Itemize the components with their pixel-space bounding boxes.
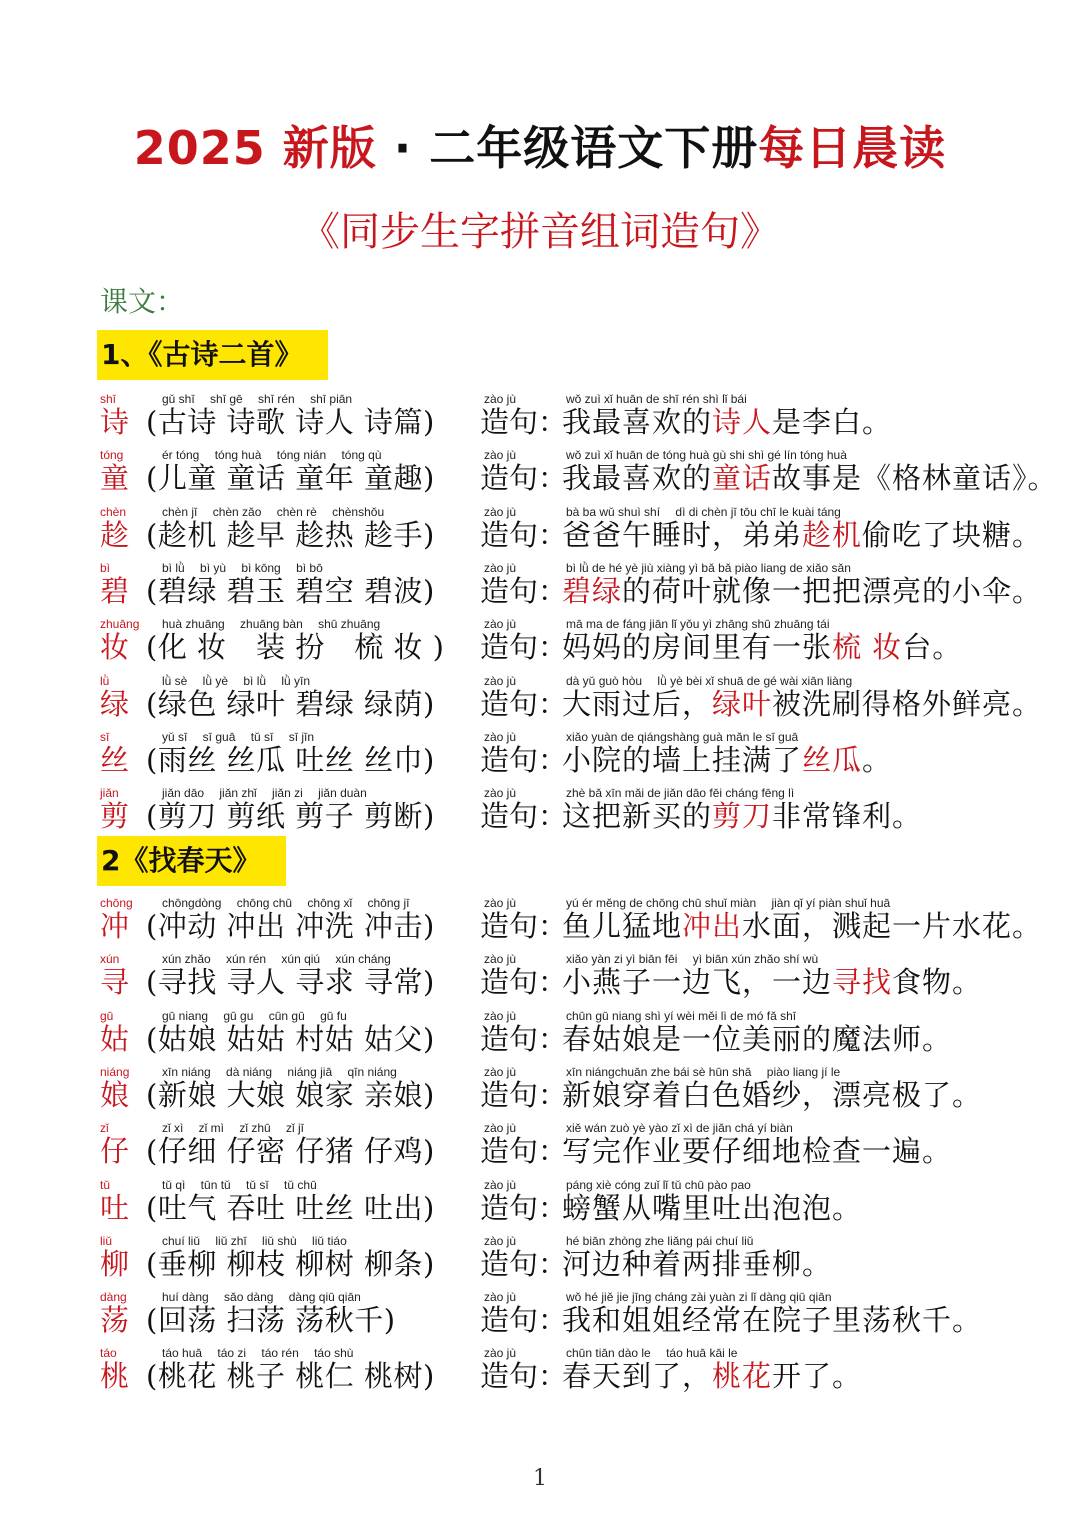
- vocab-words: (绿色 绿叶 碧绿 绿荫): [146, 686, 435, 721]
- zaoju-pinyin: zào jù: [484, 896, 517, 910]
- vocab-row: [0, 1065, 1080, 1121]
- char-pinyin: sī: [100, 729, 110, 744]
- words-pinyin: gǔ shī shī gē shī rén shī piān: [162, 392, 353, 406]
- sentence-pinyin: xiǎo yuàn de qiángshàng guà mǎn le sī guā: [566, 729, 799, 744]
- words-pinyin: chōngdòng chōng chū chōng xǐ chōng jī: [162, 896, 410, 910]
- vocab-char: 趁: [100, 517, 130, 552]
- sentence-pinyin: xiǎo yàn zi yì biān fēi yì biān xún zhǎo shí wù: [566, 952, 819, 967]
- example-sentence: [562, 1190, 862, 1226]
- example-sentence: [562, 517, 1042, 553]
- vocab-words: (吐气 吞吐 吐丝 吐出): [146, 1190, 435, 1225]
- zaoju-pinyin: zào jù: [484, 673, 517, 688]
- zaoju-label: 造句：: [480, 1021, 568, 1056]
- char-pinyin: tǔ: [100, 1177, 111, 1192]
- sentence-text: 这把新买的: [562, 799, 713, 834]
- vocab-char: 寻: [100, 965, 130, 1000]
- words-pinyin: gū niang gū gu cūn gū gū fu: [162, 1008, 347, 1023]
- example-sentence: [562, 629, 962, 665]
- sentence-text: 被洗刷得格外鲜亮。: [772, 686, 1043, 721]
- char-pinyin: xún: [100, 952, 120, 967]
- vocab-words: (趁机 趁早 趁热 趁手): [146, 517, 435, 552]
- vocab-char: 童: [100, 461, 130, 496]
- vocab-words: (碧绿 碧玉 碧空 碧波): [146, 573, 435, 608]
- zaoju-pinyin: zào jù: [484, 1233, 517, 1248]
- zaoju-pinyin: zào jù: [484, 617, 517, 632]
- sentence-text: 。: [862, 742, 893, 777]
- page-subtitle: 《同步生字拼音组词造句》: [300, 209, 780, 255]
- lesson-heading: 1、《古诗二首》: [97, 330, 328, 380]
- sentence-pinyin: zhè bǎ xīn mǎi de jiǎn dāo fēi cháng fēng lì: [566, 786, 795, 801]
- vocab-words: (化 妆 装 扮 梳 妆 ): [146, 630, 445, 665]
- words-pinyin: ér tóng tóng huà tóng nián tóng qù: [162, 448, 382, 463]
- vocab-words: (雨丝 丝瓜 吐丝 丝巾): [146, 742, 435, 777]
- sentence-highlight: 趁机: [802, 517, 863, 552]
- vocab-char: 绿: [100, 686, 130, 721]
- page-number: 1: [533, 1466, 547, 1491]
- sentence-pinyin: dà yǔ guò hòu lǜ yè bèi xǐ shuā de gé wài xiān liàng: [566, 673, 853, 688]
- char-pinyin: chèn: [100, 504, 127, 519]
- vocab-row: [0, 392, 1080, 448]
- sentence-text: 河边种着两排垂柳。: [562, 1246, 833, 1281]
- sentence-text: 偷吃了块糖。: [862, 517, 1043, 552]
- char-pinyin: zhuāng: [100, 617, 140, 632]
- sentence-text: 妈妈的房间里有一张: [562, 630, 833, 665]
- title-dot: ·: [393, 121, 413, 175]
- vocab-words: (仔细 仔密 仔猪 仔鸡): [146, 1134, 435, 1169]
- words-pinyin: zǐ xì zǐ mì zǐ zhū zǐ jī: [162, 1121, 305, 1136]
- sentence-text: 我和姐姐经常在院子里荡秋千。: [562, 1303, 983, 1338]
- zaoju-label: 造句：: [480, 405, 568, 439]
- sentence-pinyin: xīn niángchuān zhe bái sè hūn shā piào liang jí le: [566, 1064, 841, 1079]
- example-sentence: [562, 742, 892, 778]
- vocab-row: [0, 730, 1080, 786]
- vocab-char: 诗: [100, 405, 130, 439]
- zaoju-label: 造句：: [480, 1190, 568, 1225]
- zaoju-label: 造句：: [480, 686, 568, 721]
- vocab-words: (古诗 诗歌 诗人 诗篇): [146, 405, 435, 439]
- title-edition: 新版: [282, 121, 377, 175]
- sentence-text: 我最喜欢的: [562, 405, 713, 439]
- sentence-pinyin: wǒ zuì xǐ huān de shī rén shì lǐ bái: [566, 392, 747, 406]
- words-pinyin: tǔ qì tūn tǔ tǔ sī tǔ chū: [162, 1177, 317, 1192]
- words-pinyin: táo huā táo zi táo rén táo shù: [162, 1346, 354, 1361]
- sentence-highlight: 剪刀: [712, 799, 773, 834]
- zaoju-pinyin: zào jù: [484, 1290, 517, 1305]
- lesson-heading: 2《找春天》: [97, 836, 286, 886]
- vocab-row: [0, 1290, 1080, 1346]
- sentence-text: 新娘穿着白色婚纱，漂亮极了。: [562, 1077, 983, 1112]
- zaoju-pinyin: zào jù: [484, 1346, 517, 1361]
- vocab-row: [0, 1346, 1080, 1402]
- vocab-char: 碧: [100, 573, 130, 608]
- char-pinyin: zǐ: [100, 1121, 109, 1136]
- zaoju-pinyin: zào jù: [484, 392, 517, 406]
- vocab-row: [0, 617, 1080, 673]
- zaoju-pinyin: zào jù: [484, 729, 517, 744]
- zaoju-label: 造句：: [480, 742, 568, 777]
- sentence-text: 小院的墙上挂满了: [562, 742, 803, 777]
- sentence-pinyin: xiě wán zuò yè yào zǐ xì de jiǎn chá yí biàn: [566, 1121, 793, 1136]
- sentence-text: 的荷叶就像一把把漂亮的小伞。: [622, 573, 1043, 608]
- words-pinyin: xīn niáng dà niáng niáng jiā qīn niáng: [162, 1064, 397, 1079]
- words-pinyin: lǜ sè lǜ yè bì lǜ lǜ yīn: [162, 673, 311, 688]
- vocab-char: 荡: [100, 1303, 130, 1338]
- words-pinyin: chuí liǔ liǔ zhī liǔ shù liǔ tiáo: [162, 1233, 347, 1248]
- sentence-pinyin: wǒ zuì xǐ huān de tóng huà gù shi shì gé lín tóng huà: [566, 448, 847, 463]
- zaoju-pinyin: zào jù: [484, 1177, 517, 1192]
- zaoju-label: 造句：: [480, 799, 568, 834]
- vocab-char: 剪: [100, 799, 130, 834]
- sentence-text: 春天到了，: [562, 1359, 713, 1394]
- vocab-row: [0, 1121, 1080, 1177]
- sentence-pinyin: mā ma de fáng jiān lǐ yǒu yì zhāng shū zhuāng tái: [566, 617, 830, 632]
- words-pinyin: huí dàng sǎo dàng dàng qiū qiān: [162, 1290, 361, 1305]
- sentence-text: 我最喜欢的: [562, 461, 713, 496]
- sentence-text: 鱼儿猛地: [562, 909, 683, 943]
- zaoju-label: 造句：: [480, 909, 568, 943]
- vocab-char: 仔: [100, 1134, 130, 1169]
- words-pinyin: bì lǜ bì yù bì kōng bì bō: [162, 560, 323, 575]
- words-pinyin: jiǎn dāo jiǎn zhǐ jiǎn zi jiǎn duàn: [162, 786, 367, 801]
- sentence-highlight: 诗人: [712, 405, 773, 439]
- words-pinyin: xún zhǎo xún rén xún qiú xún cháng: [162, 952, 391, 967]
- section-label: 课文：: [100, 285, 185, 318]
- zaoju-label: 造句：: [480, 1303, 568, 1338]
- vocab-row: [0, 786, 1080, 842]
- char-pinyin: lǜ: [100, 673, 110, 688]
- vocab-row: [0, 1178, 1080, 1234]
- sentence-highlight: 梳 妆: [832, 630, 903, 665]
- vocab-words: (儿童 童话 童年 童趣): [146, 461, 435, 496]
- vocab-words: (新娘 大娘 娘家 亲娘): [146, 1077, 435, 1112]
- example-sentence: [562, 1302, 982, 1338]
- vocab-words: (冲动 冲出 冲洗 冲击): [146, 909, 435, 943]
- zaoju-label: 造句：: [480, 1246, 568, 1281]
- sentence-highlight: 童话: [712, 461, 773, 496]
- vocab-words: (剪刀 剪纸 剪子 剪断): [146, 799, 435, 834]
- vocab-words: (垂柳 柳枝 柳树 柳条): [146, 1246, 435, 1281]
- example-sentence: [562, 686, 1042, 722]
- sentence-highlight: 桃花: [712, 1359, 773, 1394]
- vocab-char: 姑: [100, 1021, 130, 1056]
- vocab-char: 娘: [100, 1077, 130, 1112]
- sentence-highlight: 寻找: [832, 965, 893, 1000]
- sentence-text: 故事是《格林童话》。: [772, 461, 1058, 496]
- zaoju-pinyin: zào jù: [484, 448, 517, 463]
- zaoju-pinyin: zào jù: [484, 504, 517, 519]
- vocab-char: 冲: [100, 909, 130, 943]
- vocab-row: [0, 505, 1080, 561]
- title-middle: 二年级语文下册: [429, 121, 759, 175]
- sentence-text: 螃蟹从嘴里吐出泡泡。: [562, 1190, 863, 1225]
- sentence-highlight: 绿叶: [712, 686, 773, 721]
- sentence-text: 是李白。: [772, 405, 893, 439]
- char-pinyin: dàng: [100, 1290, 127, 1305]
- example-sentence: [562, 573, 1042, 609]
- sentence-pinyin: chūn tiān dào le táo huā kāi le: [566, 1346, 738, 1361]
- zaoju-pinyin: zào jù: [484, 786, 517, 801]
- sentence-text: 写完作业要仔细地检查一遍。: [562, 1134, 953, 1169]
- zaoju-label: 造句：: [480, 1134, 568, 1169]
- vocab-words: (桃花 桃子 桃仁 桃树): [146, 1359, 435, 1394]
- words-pinyin: chèn jī chèn zǎo chèn rè chènshǒu: [162, 504, 385, 519]
- sentence-text: 春姑娘是一位美丽的魔法师。: [562, 1021, 953, 1056]
- zaoju-pinyin: zào jù: [484, 1008, 517, 1023]
- sentence-text: 开了。: [772, 1359, 863, 1394]
- sentence-text: 小燕子一边飞，一边: [562, 965, 833, 1000]
- sentence-text: 非常锋利。: [772, 799, 923, 834]
- example-sentence: [562, 460, 1058, 496]
- words-pinyin: huà zhuāng zhuāng bàn shū zhuāng: [162, 617, 381, 632]
- zaoju-label: 造句：: [480, 1359, 568, 1394]
- example-sentence: [562, 1021, 952, 1057]
- zaoju-label: 造句：: [480, 630, 568, 665]
- example-sentence: [562, 1358, 862, 1394]
- zaoju-pinyin: zào jù: [484, 1064, 517, 1079]
- vocab-row: [0, 1009, 1080, 1065]
- vocab-char: 柳: [100, 1246, 130, 1281]
- zaoju-pinyin: zào jù: [484, 952, 517, 967]
- example-sentence: [562, 1246, 832, 1282]
- char-pinyin: táo: [100, 1346, 117, 1361]
- sentence-highlight: 丝瓜: [802, 742, 863, 777]
- sentence-pinyin: páng xiè cóng zuǐ lǐ tǔ chū pào pao: [566, 1177, 751, 1192]
- zaoju-pinyin: zào jù: [484, 1121, 517, 1136]
- page-title: [0, 112, 1080, 178]
- zaoju-pinyin: zào jù: [484, 560, 517, 575]
- char-pinyin: jiǎn: [100, 786, 119, 801]
- sentence-text: 食物。: [892, 965, 983, 1000]
- sentence-pinyin: yú ér měng de chōng chū shuǐ miàn jiàn qǐ yí piàn shuǐ huā: [566, 896, 891, 910]
- sentence-text: 大雨过后，: [562, 686, 713, 721]
- char-pinyin: liǔ: [100, 1233, 113, 1248]
- zaoju-label: 造句：: [480, 1077, 568, 1112]
- sentence-pinyin: bà ba wǔ shuì shí dì di chèn jī tōu chī le kuài táng: [566, 504, 841, 519]
- words-pinyin: yǔ sī sī guā tǔ sī sī jīn: [162, 729, 315, 744]
- example-sentence: [562, 1133, 952, 1169]
- sentence-text: 水面，溅起一片水花。: [742, 909, 1043, 943]
- sentence-pinyin: chūn gū niang shì yí wèi měi lì de mó fǎ shī: [566, 1008, 797, 1023]
- zaoju-label: 造句：: [480, 965, 568, 1000]
- char-pinyin: bì: [100, 560, 111, 575]
- sentence-highlight: 冲出: [682, 909, 743, 943]
- char-pinyin: niáng: [100, 1064, 130, 1079]
- example-sentence: [562, 404, 892, 440]
- vocab-row: [0, 674, 1080, 730]
- vocab-char: 吐: [100, 1190, 130, 1225]
- vocab-row: [0, 448, 1080, 504]
- zaoju-label: 造句：: [480, 461, 568, 496]
- sentence-pinyin: bì lǜ de hé yè jiù xiàng yì bǎ bǎ piào liang de xiǎo sǎn: [566, 560, 851, 575]
- vocab-char: 妆: [100, 630, 130, 665]
- vocab-row: [0, 896, 1080, 952]
- sentence-pinyin: wǒ hé jiě jie jīng cháng zài yuàn zi lǐ dàng qiū qiān: [566, 1290, 832, 1305]
- sentence-text: 爸爸午睡时，弟弟: [562, 517, 803, 552]
- sentence-text: 台。: [902, 630, 963, 665]
- char-pinyin: chōng: [100, 896, 133, 910]
- vocab-words: (回荡 扫荡 荡秋千): [146, 1303, 396, 1338]
- vocab-char: 桃: [100, 1359, 130, 1394]
- vocab-words: (寻找 寻人 寻求 寻常): [146, 965, 435, 1000]
- title-highlight: 每日晨读: [758, 121, 947, 175]
- example-sentence: [562, 964, 982, 1000]
- vocab-row: [0, 952, 1080, 1008]
- vocab-words: (姑娘 姑姑 村姑 姑父): [146, 1021, 435, 1056]
- sentence-highlight: 碧绿: [562, 573, 623, 608]
- char-pinyin: tóng: [100, 448, 124, 463]
- vocab-char: 丝: [100, 742, 130, 777]
- char-pinyin: shī: [100, 392, 117, 406]
- title-year: 2025: [133, 121, 266, 175]
- vocab-row: [0, 1234, 1080, 1290]
- example-sentence: [562, 1077, 982, 1113]
- sentence-pinyin: hé biān zhòng zhe liǎng pái chuí liǔ: [566, 1233, 754, 1248]
- zaoju-label: 造句：: [480, 573, 568, 608]
- zaoju-label: 造句：: [480, 517, 568, 552]
- char-pinyin: gū: [100, 1008, 114, 1023]
- vocab-row: [0, 561, 1080, 617]
- example-sentence: [562, 908, 1042, 944]
- example-sentence: [562, 798, 922, 834]
